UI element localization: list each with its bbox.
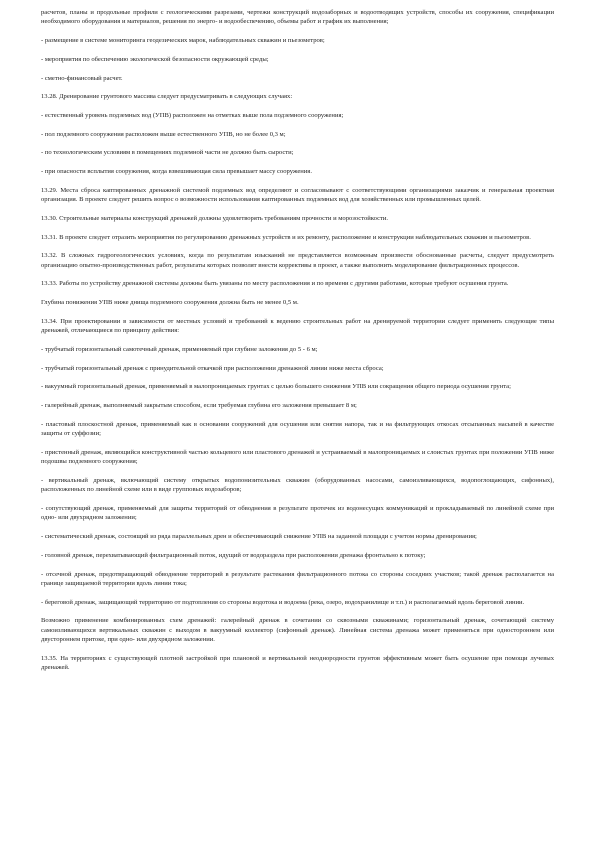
clause-13-29: 13.29. Места сброса каптированных дренажной системой подземных вод определяют и согласовывают с соответствующими организациями заказчик и генеральная проектная организация. В проекте следует решить вопрос о возможности использования каптированных подземных вод для хозяйственных или промышленных целей. <box>41 186 554 204</box>
clause-13-31: 13.31. В проекте следует отразить мероприятия по регулированию дренажных устройств и их ремонту, расположение и конструкции наблюдательных скважин и пьезометров. <box>41 233 531 241</box>
list-item: - при опасности всплытия сооружения, когда взвешивающая сила превышает массу сооружения. <box>41 168 312 176</box>
paragraph-continuation: расчетов, планы и продольные профили с геологическими разрезами, чертежи конструкций водозаборных и водоотводящих устройств, способы их сооружения, спецификации необходимого оборудования и материалов, решения по энерго- и водообеспечению, объемы работ и график их выполнения; <box>41 9 554 26</box>
list-item: - систематический дренаж, состоящий из ряда параллельных дрен и обеспечивающий снижение УПВ на заданной площади с учетом нормы дренирования; <box>41 533 477 541</box>
list-item: - трубчатый горизонтальный дренаж с принудительной откачкой при расположении дренажной линии ниже места сброса; <box>41 364 384 372</box>
clause-13-35: 13.35. На территориях с существующей плотной застройкой при плановой и вертикальной неоднородности грунтов эффективным может быть осушение при помощи лучевых дренажей. <box>41 654 554 672</box>
list-item: - вертикальный дренаж, включающий систему открытых водопонизительных скважин (оборудованных насосами, самоизливающихся, водопоглощающих, сифонных), расположенных по линейной схеме или в виде групповых водозаборов; <box>41 476 554 494</box>
list-item: - галерейный дренаж, выполняемый закрытым способом, если требуемая глубина его заложения превышает 8 м; <box>41 401 357 409</box>
paragraph-depth: Глубина понижения УПВ ниже днища подземного сооружения должна быть не менее 0,5 м. <box>41 299 299 307</box>
paragraph-combined-schemes: Возможно применение комбинированных схем дренажей: галерейный дренаж в сочетании со сквозными скважинами; горизонтальный дренаж, сочетающий систему самоизливающихся вертикальных скважин с выходом в вакуумный коллектор (сифонный дренаж). Линейная система дренажа может применяться при одностороннем или двустороннем притоке, при одно- или двухрядном заложении. <box>41 617 554 644</box>
list-item: - вакуумный горизонтальный дренаж, применяемый в малопроницаемых грунтах с целью большего снижения УПВ или сокращения общего периода осушения грунта; <box>41 383 511 391</box>
list-item: - береговой дренаж, защищающий территорию от подтопления со стороны водотока и водоема (река, озеро, водохранилище и т.п.) и располагаемый вдоль береговой линии. <box>41 598 525 606</box>
clause-13-28: 13.28. Дренирование грунтового массива следует предусматривать в следующих случаях: <box>41 93 293 101</box>
list-item: - естественный уровень подземных вод (УПВ) расположен на отметках выше пола подземного сооружения; <box>41 111 344 119</box>
list-item-estimate: - сметно-финансовый расчет. <box>41 74 123 82</box>
list-item: - отсечной дренаж, предотвращающий обводнение территорий в результате растекания фильтрационного потока со стороны соседних участков; такой дренаж располагается на границе защищаемой территории вдоль линии тока; <box>41 570 554 587</box>
list-item: - трубчатый горизонтальный самотечный дренаж, применяемый при глубине заложения до 5 - 6 м; <box>41 345 318 353</box>
list-item: - пристенный дренаж, являющийся конструктивной частью кольцевого или пластового дренажей и устраиваемый в малопроницаемых и слоистых грунтах при положении УПВ ниже подошвы подземного сооружения; <box>41 448 554 466</box>
clause-13-34: 13.34. При проектировании в зависимости от местных условий и требований к ведению строительных работ на дренируемой территории следует применять следующие типы дренажей, отличающиеся по принципу действия: <box>41 317 554 335</box>
list-item-ecology: - мероприятия по обеспечению экологической безопасности окружающей среды; <box>41 55 269 63</box>
list-item: - головной дренаж, перехватывающий фильтрационный поток, идущий от водораздела при расположении дренажа фронтально к потоку; <box>41 551 426 559</box>
list-item: - пластовый плоскостной дренаж, применяемый как в основании сооружений для осушения или снятия напора, так и на фильтрующих откосах отсыпанных насыпей в качестве защиты от суффозии; <box>41 420 554 438</box>
clause-13-30: 13.30. Строительные материалы конструкций дренажей должны удовлетворять требованиям прочности и морозостойкости. <box>41 214 389 222</box>
clause-13-33: 13.33. Работы по устройству дренажной системы должны быть увязаны по месту расположения и по времени с другими работами, которые требуют осушения грунта. <box>41 280 509 288</box>
list-item: - по технологическим условиям в помещениях подземной части не должно быть сырости; <box>41 149 294 157</box>
list-item: - пол подземного сооружения расположен выше естественного УПВ, но не более 0,3 м; <box>41 130 286 138</box>
list-item: - сопутствующий дренаж, применяемый для защиты территорий от обводнения в результате протечек из водонесущих коммуникаций и прокладываемый по линейной схеме при одно- или двухрядном заложении; <box>41 505 554 522</box>
list-item-monitoring: - размещение в системе мониторинга геодезических марок, наблюдательных скважин и пьезометров; <box>41 37 325 45</box>
clause-13-32: 13.32. В сложных гидрогеологических условиях, когда по результатам изысканий не представляется возможным произвести обоснованные расчеты, следует предусмотреть организацию опытно-производственных работ, результаты которых позволят внести коррективы в проект, а также выполнить моделирование фильтрационных процессов. <box>41 252 554 269</box>
